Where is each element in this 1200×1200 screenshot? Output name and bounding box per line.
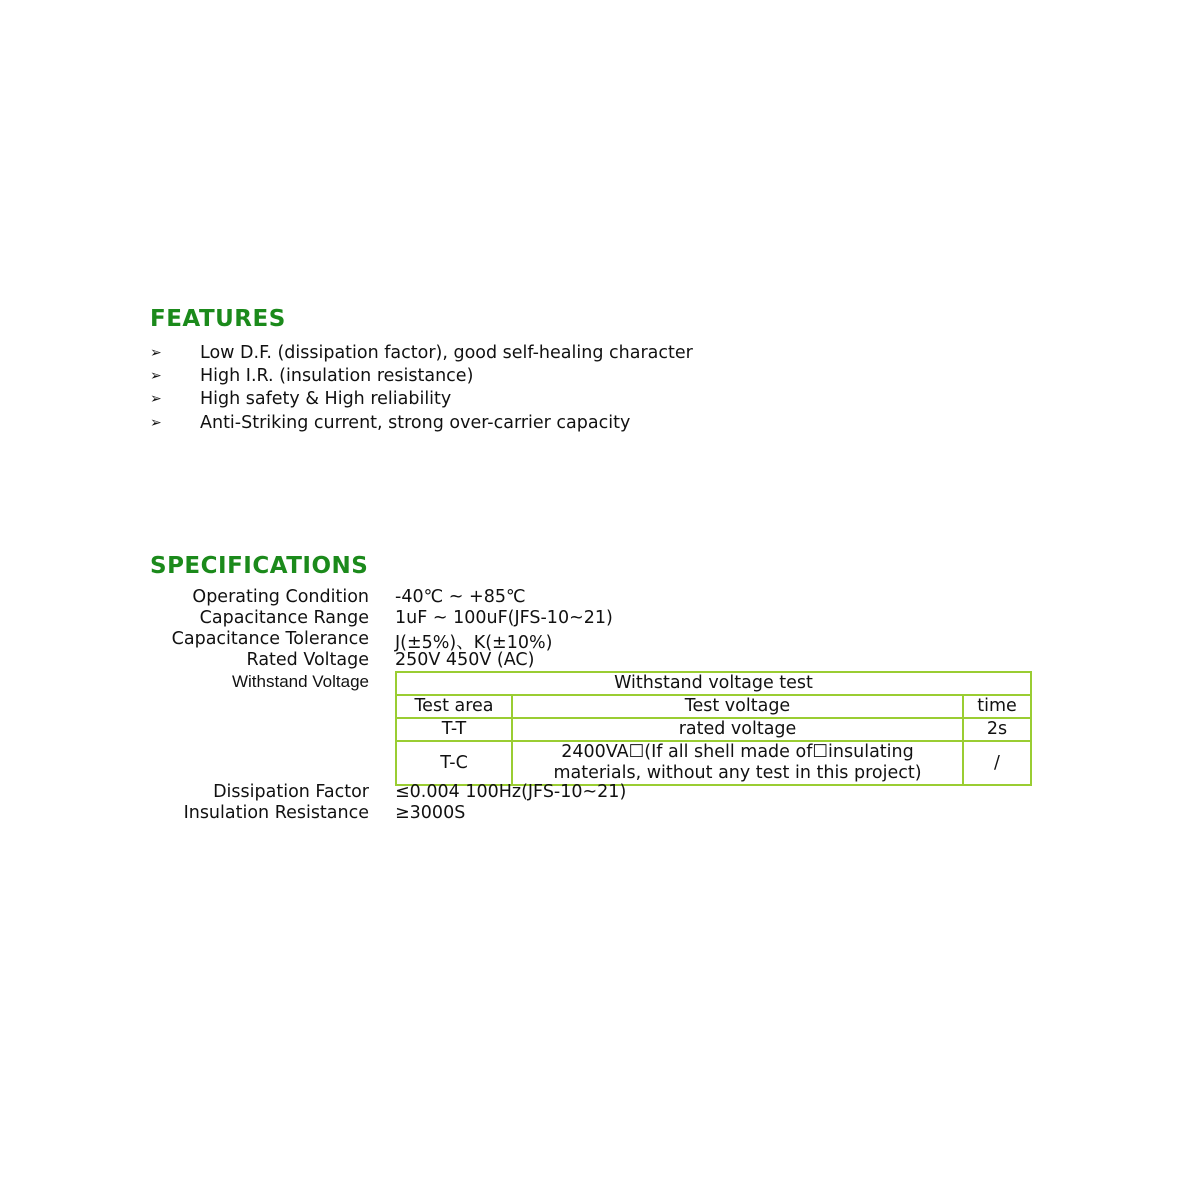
specifications-heading: SPECIFICATIONS — [150, 553, 369, 579]
features-list — [150, 341, 693, 434]
spec-row-operating-condition — [0, 587, 1200, 608]
column-header: Test area — [396, 695, 512, 718]
spec-row-rated-voltage — [0, 650, 1200, 671]
spec-value: J(±5%)、K(±10%) — [395, 633, 553, 653]
table-cell: T-C — [396, 741, 512, 785]
spec-label: Rated Voltage — [246, 650, 369, 670]
spec-row-capacitance-tolerance — [0, 629, 1200, 653]
spec-label: Capacitance Range — [199, 608, 369, 628]
feature-item — [150, 364, 693, 387]
feature-text: Anti-Striking current, strong over-carrier capacity — [200, 412, 631, 433]
spec-row-insulation-resistance — [0, 803, 1200, 824]
spec-label: Capacitance Tolerance — [171, 629, 369, 649]
spec-value: ≤0.004 100Hz(JFS-10~21) — [395, 782, 627, 802]
spec-row-capacitance-range — [0, 608, 1200, 629]
spec-row-dissipation-factor — [0, 782, 1200, 803]
table-row — [396, 718, 1031, 741]
feature-text: High safety & High reliability — [200, 389, 452, 410]
withstand-voltage-table — [395, 671, 1032, 786]
table-title: Withstand voltage test — [396, 672, 1031, 695]
table-cell: 2s — [963, 718, 1031, 741]
spec-value: 1uF ~ 100uF(JFS-10~21) — [395, 608, 613, 628]
column-header: time — [963, 695, 1031, 718]
spec-label: Withstand Voltage — [231, 672, 369, 691]
table-row — [396, 741, 1031, 785]
spec-label: Operating Condition — [192, 587, 369, 607]
table-cell: 2400VA☐(If all shell made of☐insulating materials, without any test in this project) — [512, 741, 963, 785]
spec-label: Insulation Resistance — [183, 803, 369, 823]
features-heading: FEATURES — [150, 306, 286, 332]
feature-text: Low D.F. (dissipation factor), good self-healing character — [200, 342, 693, 363]
feature-item — [150, 341, 693, 364]
table-cell: rated voltage — [512, 718, 963, 741]
spec-label: Dissipation Factor — [213, 782, 369, 802]
feature-item — [150, 411, 693, 434]
arrow-bullet-icon: ➢ — [150, 391, 162, 408]
table-header-row — [396, 695, 1031, 718]
feature-item — [150, 388, 693, 411]
feature-text: High I.R. (insulation resistance) — [200, 365, 474, 386]
spec-value: ≥3000S — [395, 803, 466, 823]
arrow-bullet-icon: ➢ — [150, 414, 162, 431]
spec-value: -40℃ ~ +85℃ — [395, 587, 526, 607]
arrow-bullet-icon: ➢ — [150, 367, 162, 384]
column-header: Test voltage — [512, 695, 963, 718]
table-title-row — [396, 672, 1031, 695]
table-cell: / — [963, 741, 1031, 785]
spec-value: 250V 450V (AC) — [395, 650, 535, 670]
table-cell: T-T — [396, 718, 512, 741]
arrow-bullet-icon: ➢ — [150, 344, 162, 361]
